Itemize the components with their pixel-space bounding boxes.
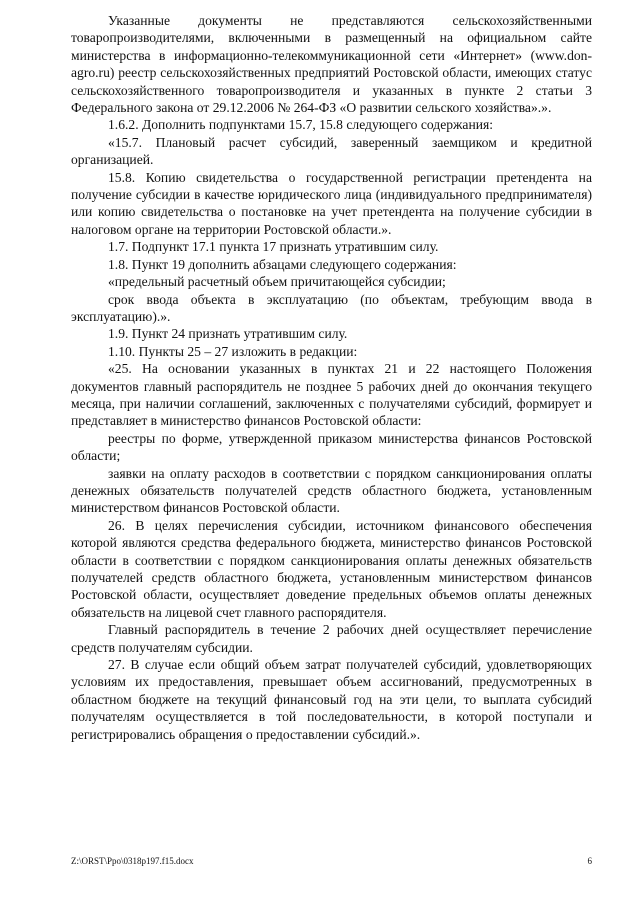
paragraph-1-6-2: 1.6.2. Дополнить подпунктами 15.7, 15.8 следующего содержания:	[108, 117, 494, 133]
paragraph-25: «25. На основании указанных в пунктах 21 и 22 настоящего Положения документов главный распорядитель не позднее 5 рабочих дней до окончания текущего месяца, при наличии соглашений, заключенных с получателями субсидий, формирует и представляет в министерство финансов Ростовской области:	[71, 361, 592, 429]
footer-file-path: Z:\ORST\Ppo\0318p197.f15.docx	[71, 856, 194, 866]
paragraph-1-8: 1.8. Пункт 19 дополнить абзацами следующего содержания:	[108, 256, 457, 272]
paragraph-1-10: 1.10. Пункты 25 – 27 изложить в редакции:	[108, 343, 358, 359]
paragraph-1-7: 1.7. Подпункт 17.1 пункта 17 признать утратившим силу.	[108, 239, 439, 255]
paragraph-15-7: «15.7. Плановый расчет субсидий, заверенный заемщиком и кредитной организацией.	[71, 134, 592, 168]
paragraph-27: 27. В случае если общий объем затрат получателей субсидий, удовлетворяющих условиям их предоставления, превышает объем ассигнований, предусмотренных в областном бюджете на текущий финансовый год на эти цели, то выплата субсидий получателям осуществляется в той последовательности, в которой поступали и регистрировались обращения о предоставлении субсидий.».	[71, 657, 592, 742]
footer-page-number: 6	[587, 856, 592, 866]
paragraph-commissioning-date: срок ввода объекта в эксплуатацию (по объектам, требующим ввода в эксплуатацию).».	[71, 291, 592, 324]
paragraph-documents-not-required: Указанные документы не представляются сельскохозяйственными товаропроизводителями, включенными в размещенный на официальном сайте министерства в информационно-телекоммуникационной сети «Интернет» (www.don-agro.ru) реестр сельскохозяйственных предприятий Ростовской области, имеющих статус сельскохозяйственного товаропроизводителя и указанных в пункте 2 статьи 3 Федерального закона от 29.12.2006 № 264-ФЗ «О развитии сельского хозяйства».».	[71, 13, 592, 116]
paragraph-payment-requests: заявки на оплату расходов в соответствии с порядком санкционирования оплаты денежных обязательств получателей средств областного бюджета, установленным министерством финансов Ростовской области.	[71, 465, 592, 516]
paragraph-15-8: 15.8. Копию свидетельства о государственной регистрации претендента на получение субсидии в качестве юридического лица (индивидуального предпринимателя) или копию свидетельства о постановке на учет претендента на получение субсидии в налоговом органе на территории Ростовской области.».	[71, 169, 592, 237]
paragraph-registers: реестры по форме, утвержденной приказом министерства финансов Ростовской области;	[71, 430, 592, 464]
paragraph-main-administrator: Главный распорядитель в течение 2 рабочих дней осуществляет перечисление средств получателям субсидии.	[71, 622, 592, 655]
paragraph-26: 26. В целях перечисления субсидии, источником финансового обеспечения которой являются средства федерального бюджета, министерство финансов Ростовской области в соответствии с порядком санкционирования оплаты денежных обязательств получателей средств областного бюджета, установленным министерством финансов Ростовской области, осуществляет доведение предельных объемов оплаты денежных обязательств на лицевой счет главного распорядителя.	[71, 517, 592, 620]
paragraph-1-9: 1.9. Пункт 24 признать утратившим силу.	[108, 326, 348, 342]
paragraph-max-subsidy: «предельный расчетный объем причитающейся субсидии;	[108, 274, 446, 290]
document-body	[71, 12, 592, 743]
